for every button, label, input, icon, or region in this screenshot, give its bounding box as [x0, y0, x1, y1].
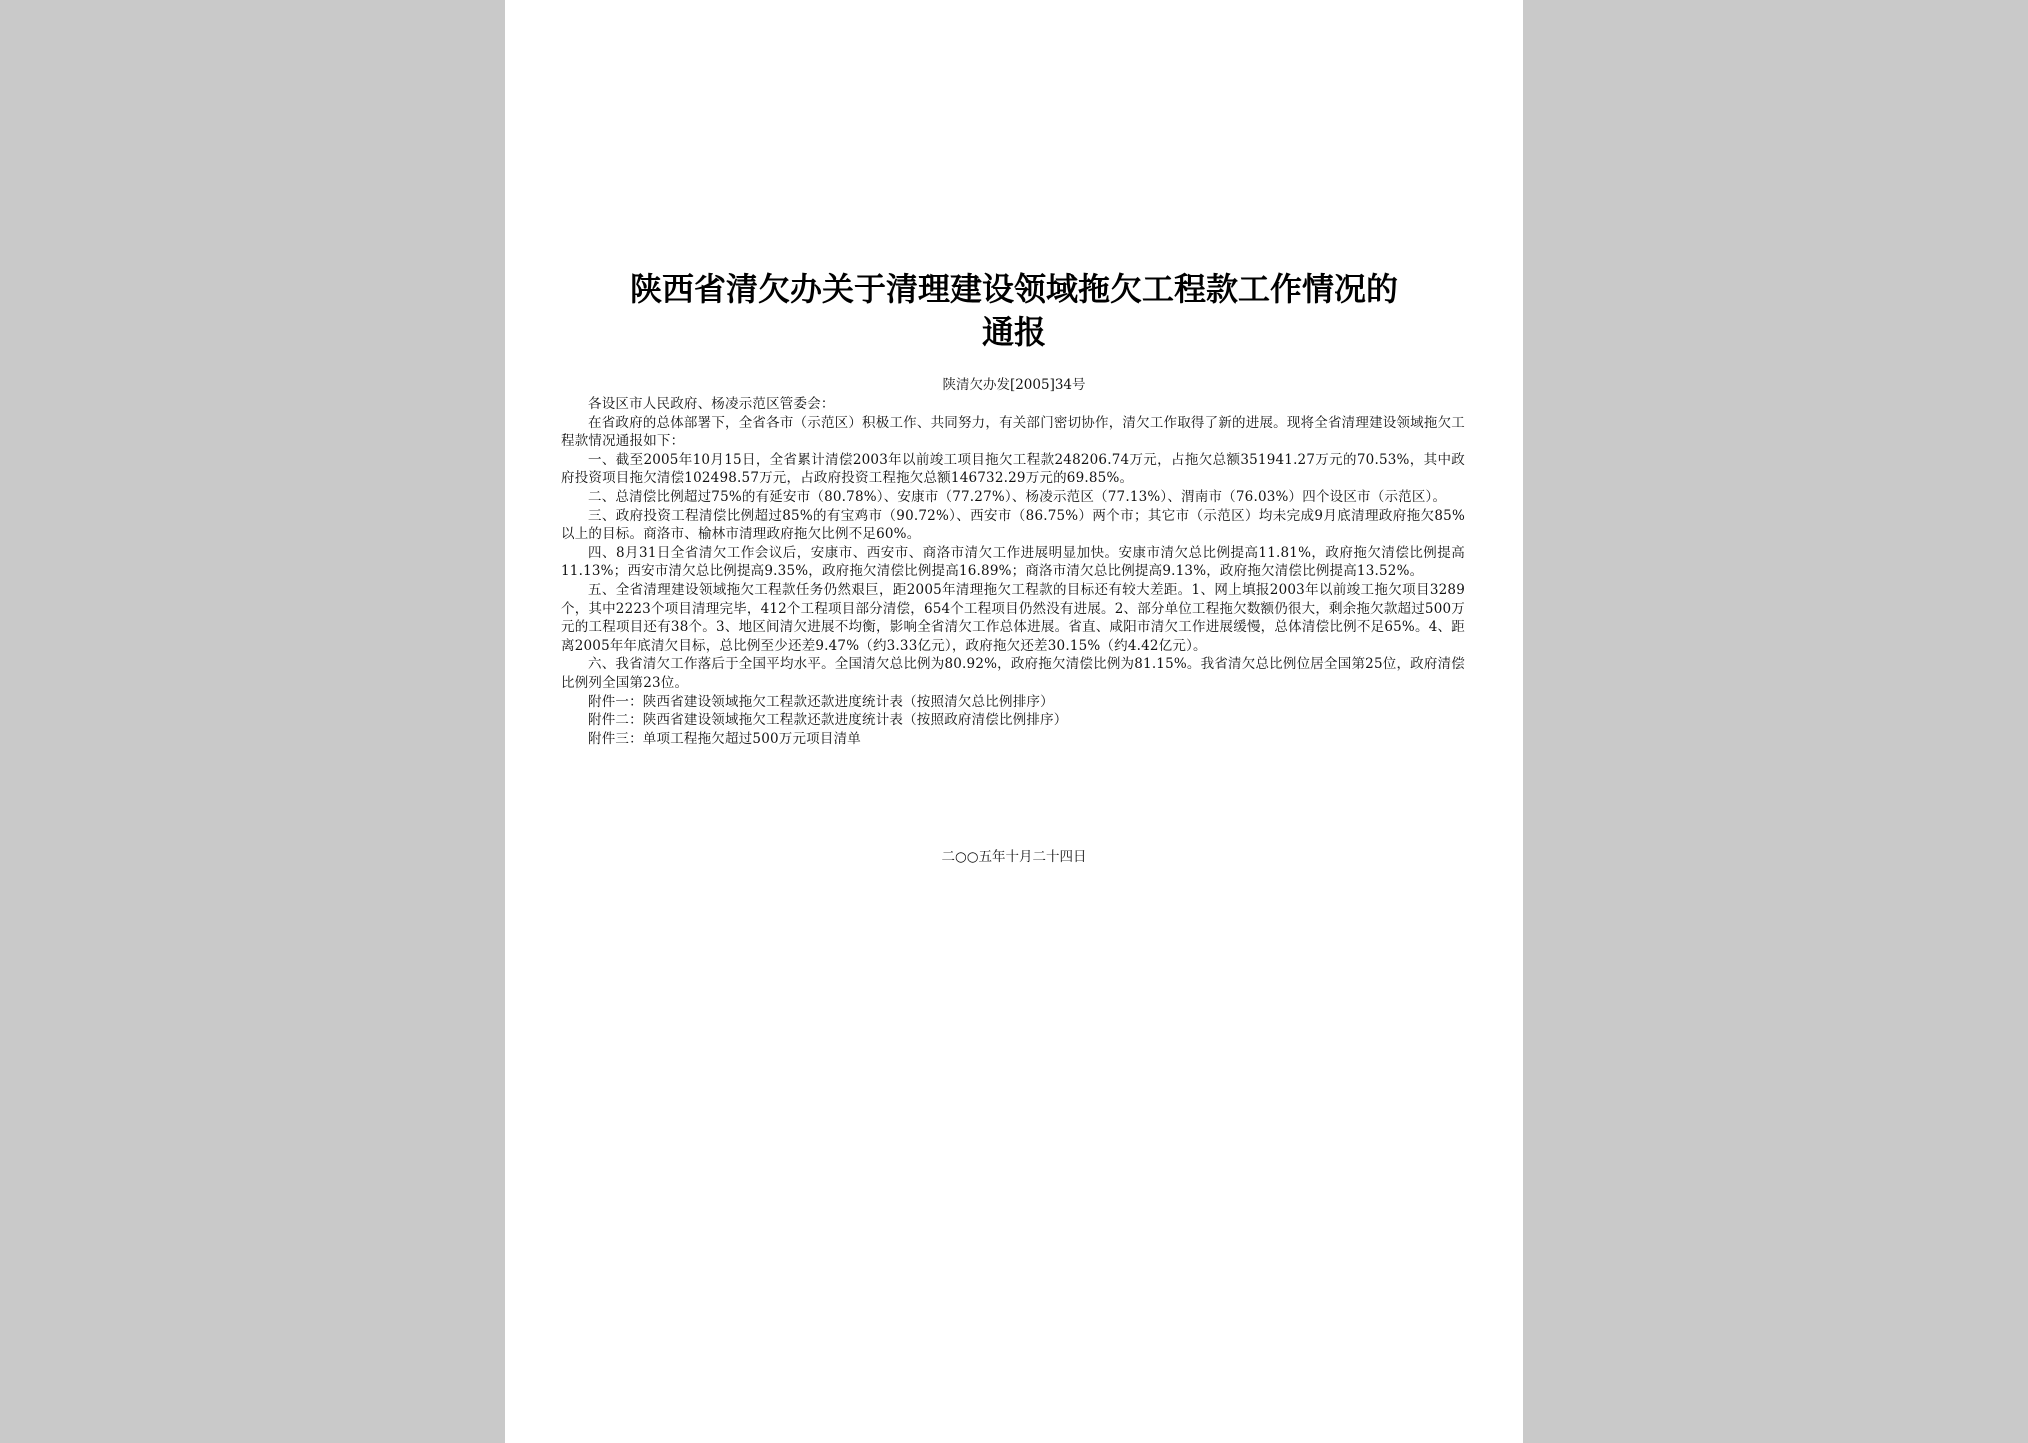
document-number: 陕清欠办发[2005]34号 [942, 377, 1086, 393]
paragraph-6: 六、我省清欠工作落后于全国平均水平。全国清欠总比例为80.92%，政府拖欠清偿比例为81.15%。我省清欠总比例位居全国第25位，政府清偿比例列全国第23位。 [561, 656, 1465, 691]
paragraph-2: 二、总清偿比例超过75%的有延安市（80.78%）、安康市（77.27%）、杨凌示范区（77.13%）、渭南市（76.03%）四个设区市（示范区）。 [588, 488, 1447, 505]
document-page [505, 0, 1523, 1443]
paragraph-intro: 在省政府的总体部署下，全省各市（示范区）积极工作、共同努力，有关部门密切协作，清欠工作取得了新的进展。现将全省清理建设领域拖欠工程款情况通报如下： [561, 414, 1465, 450]
attachment-2: 附件二：陕西省建设领域拖欠工程款还款进度统计表（按照政府清偿比例排序） [588, 712, 1068, 729]
document-title-line-2: 通报 [981, 313, 1046, 351]
paragraph-4: 四、8月31日全省清欠工作会议后，安康市、西安市、商洛市清欠工作进展明显加快。安康市清欠总比例提高11.81%，政府拖欠清偿比例提高11.13%；西安市清欠总比例提高9.35%，政府拖欠清偿比例提高16.89%；商洛市清欠总比例提高9.13%，政府拖欠清偿比例提高13.52%。 [561, 544, 1465, 580]
salutation: 各设区市人民政府、杨凌示范区管委会： [588, 396, 835, 412]
attachment-1: 附件一：陕西省建设领域拖欠工程款还款进度统计表（按照清欠总比例排序） [588, 693, 1054, 710]
document-body [561, 395, 1465, 748]
paragraph-3: 三、政府投资工程清偿比例超过85%的有宝鸡市（90.72%）、西安市（86.75%）两个市；其它市（示范区）均未完成9月底清理政府拖欠85%以上的目标。商洛市、榆林市清理政府拖欠比例不足60%。 [561, 507, 1465, 543]
paragraph-1: 一、截至2005年10月15日，全省累计清偿2003年以前竣工项目拖欠工程款248206.74万元，占拖欠总额351941.27万元的70.53%，其中政府投资项目拖欠清偿102498.57万元，占政府投资工程拖欠总额146732.29万元的69.85%。 [561, 451, 1465, 487]
attachment-3: 附件三：单项工程拖欠超过500万元项目清单 [588, 730, 861, 747]
document-date: 二○○五年十月二十四日 [941, 849, 1087, 865]
paragraph-5: 五、全省清理建设领域拖欠工程款任务仍然艰巨，距2005年清理拖欠工程款的目标还有较大差距。1、网上填报2003年以前竣工拖欠项目3289个，其中2223个项目清理完毕，412个工程项目部分清偿，654个工程项目仍然没有进展。2、部分单位工程拖欠数额仍很大，剩余拖欠款超过500万元的工程项目还有38个。3、地区间清欠进展不均衡，影响全省清欠工作总体进展。省直、咸阳市清欠工作进展缓慢，总体清偿比例不足65%。4、距离2005年年底清欠目标，总比例至少还差9.47%（约3.33亿元），政府拖欠还差30.15%（约4.42亿元）。 [561, 581, 1465, 654]
document-title-line-1: 陕西省清欠办关于清理建设领域拖欠工程款工作情况的 [629, 270, 1398, 308]
